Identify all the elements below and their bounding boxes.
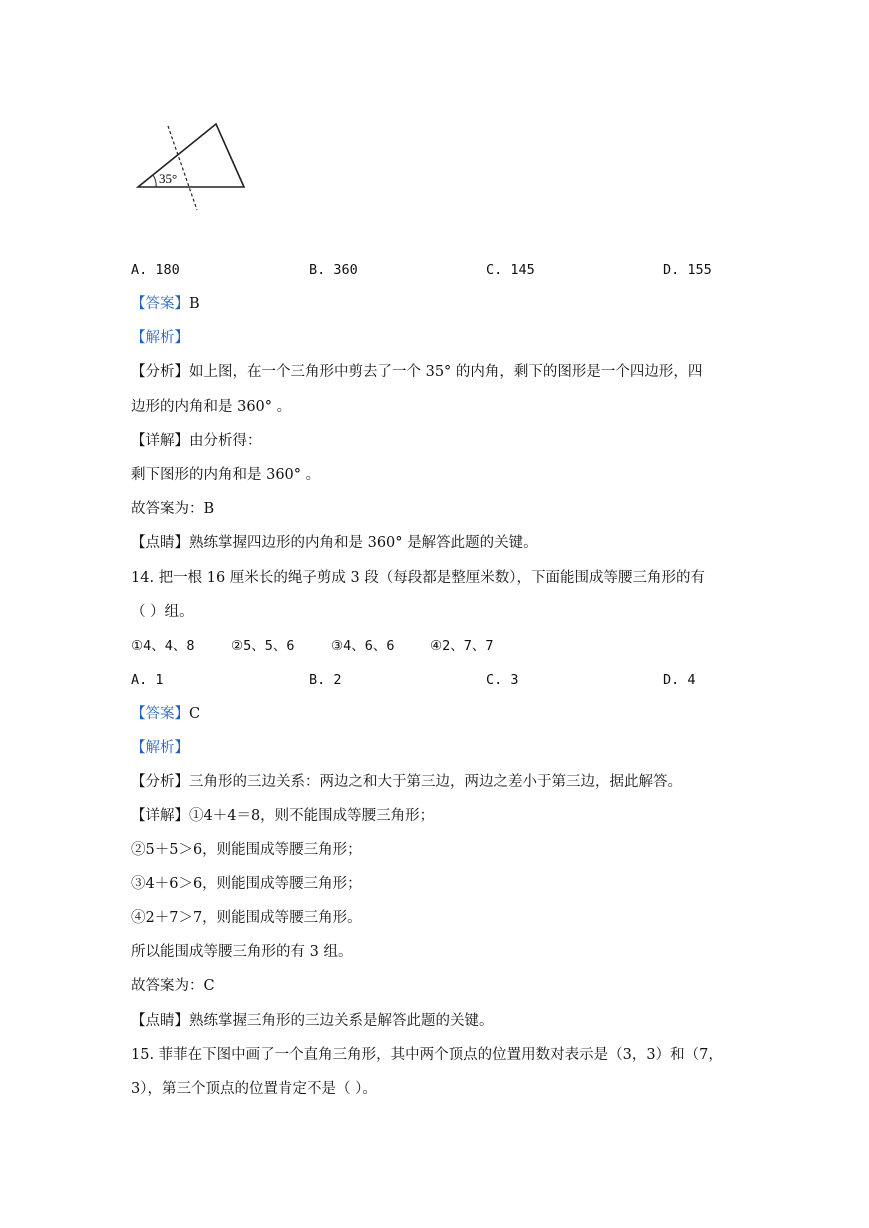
xiangjie-line-4: ④2＋7＞7，则能围成等腰三角形。: [131, 910, 362, 926]
option-a: A. 180: [131, 262, 180, 278]
xiangjie-line-2: 剩下图形的内角和是 360° 。: [131, 467, 321, 483]
analysis-heading: [131, 328, 189, 348]
fenxi-text: 如上图，在一个三角形中剪去了一个 35° 的内角，剩下的图形是一个四边形，四: [189, 364, 703, 380]
option-b: B. 360: [309, 262, 358, 278]
cut-dashed-line: [168, 126, 197, 210]
fenxi-line: [131, 772, 682, 792]
xiangjie-line-2: ②5＋5＞6，则能围成等腰三角形；: [131, 842, 362, 858]
angle-arc: [153, 175, 156, 187]
answer-line: [131, 294, 200, 314]
fenxi-tag: 【分析】: [131, 774, 189, 790]
xiangjie-text: 由分析得：: [189, 433, 262, 449]
angle-label: 35°: [159, 171, 178, 186]
dianjing-line: [131, 1011, 494, 1031]
fenxi-line-2: 边形的内角和是 360° 。: [131, 399, 292, 415]
dianjing-text: 熟练掌握四边形的内角和是 360° 是解答此题的关键。: [189, 535, 538, 551]
xiangjie-line-5: 所以能围成等腰三角形的有 3 组。: [131, 944, 353, 960]
final-answer: 故答案为：B: [131, 501, 215, 517]
dianjing-tag: 【点睛】: [131, 535, 189, 551]
xiangjie-tag: 【详解】: [131, 433, 189, 449]
option-d: D. 155: [663, 262, 712, 278]
group-2: ②5、5、6: [231, 638, 295, 654]
xiangjie-line: [131, 806, 434, 826]
final-answer: 故答案为：C: [131, 978, 215, 994]
option-c: C. 3: [486, 672, 519, 688]
answer-tag: 【答案】: [131, 296, 189, 312]
option-d: D. 4: [663, 672, 696, 688]
question-15-line-2: 3），第三个顶点的位置肯定不是（ ）。: [131, 1081, 377, 1097]
triangle-outline: [138, 124, 244, 187]
group-1: ①4、4、8: [131, 638, 195, 654]
group-4: ④2、7、7: [430, 638, 494, 654]
dianjing-text: 熟练掌握三角形的三边关系是解答此题的关键。: [189, 1013, 494, 1029]
answer-value: C: [189, 706, 201, 722]
option-a: A. 1: [131, 672, 164, 688]
analysis-heading: [131, 738, 189, 758]
xiangjie-tag: 【详解】: [131, 808, 189, 824]
xiangjie-text: ①4＋4＝8，则不能围成等腰三角形；: [189, 808, 435, 824]
answer-tag: 【答案】: [131, 706, 189, 722]
triangle-cut-figure: [131, 118, 251, 214]
fenxi-text: 三角形的三边关系：两边之和大于第三边，两边之差小于第三边，据此解答。: [189, 774, 682, 790]
fenxi-tag: 【分析】: [131, 364, 189, 380]
dianjing-line: [131, 533, 538, 553]
option-b: B. 2: [309, 672, 342, 688]
analysis-tag: 【解析】: [131, 740, 189, 756]
analysis-tag: 【解析】: [131, 330, 189, 346]
question-15-line-1: 15. 菲菲在下图中画了一个直角三角形，其中两个顶点的位置用数对表示是（3，3）和（7，: [131, 1047, 723, 1063]
question-14-line-1: 14. 把一根 16 厘米长的绳子剪成 3 段（每段都是整厘米数），下面能围成等腰三角形的有: [131, 570, 706, 586]
answer-line: [131, 704, 200, 724]
answer-value: B: [189, 296, 200, 312]
fenxi-line: [131, 362, 702, 382]
xiangjie-line: [131, 431, 262, 451]
option-c: C. 145: [486, 262, 535, 278]
dianjing-tag: 【点睛】: [131, 1013, 189, 1029]
xiangjie-line-3: ③4＋6＞6，则能围成等腰三角形；: [131, 876, 362, 892]
group-3: ③4、6、6: [331, 638, 395, 654]
question-14-line-2: （ ）组。: [131, 604, 194, 620]
